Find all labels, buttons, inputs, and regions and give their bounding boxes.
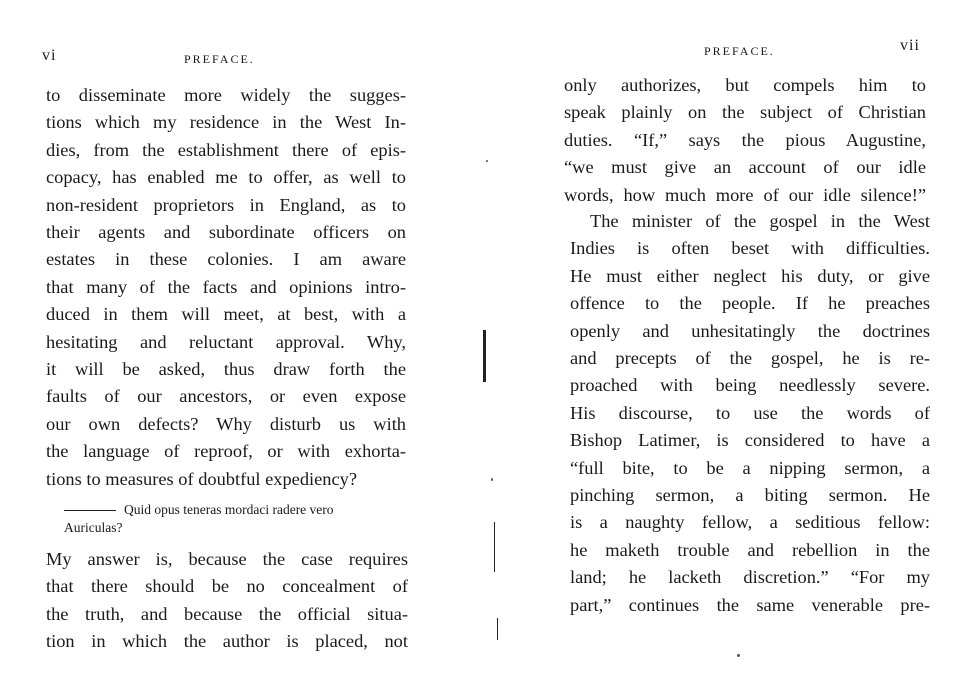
quote-dash <box>64 510 116 511</box>
text-line: and precepts of the gospel, he is re- <box>570 348 930 369</box>
text-line: is a naughty fellow, a seditious fellow: <box>570 512 930 533</box>
text-line: “we must give an account of our idle <box>564 157 926 178</box>
text-line: offence to the people. If he preaches <box>570 293 930 314</box>
text-line: the truth, and because the official situa- <box>46 603 408 624</box>
quote-text: Quid opus teneras mordaci radere vero <box>124 502 334 517</box>
text-line: His discourse, to use the words of <box>570 402 930 423</box>
text-line: estates in these colonies. I am aware <box>46 249 406 270</box>
latin-quotation <box>64 501 404 537</box>
scan-speck <box>486 160 488 162</box>
page-number-right: vii <box>900 37 920 54</box>
text-line: the language of reproof, or with exhorta- <box>46 441 406 462</box>
text-line: that many of the facts and opinions intro- <box>46 276 406 297</box>
gutter-shadow <box>483 330 486 382</box>
text-line: faults of our ancestors, or even expose <box>46 386 406 407</box>
text-line: tion in which the author is placed, not <box>46 631 408 652</box>
running-head-right: PREFACE. <box>704 44 775 58</box>
right-paragraph-1 <box>564 72 926 209</box>
text-line: pinching sermon, a biting sermon. He <box>570 485 930 506</box>
text-line: speak plainly on the subject of Christian <box>564 102 926 123</box>
text-line: The minister of the gospel in the West <box>590 211 930 231</box>
text-line: their agents and subordinate officers on <box>46 222 406 243</box>
text-line: duties. “If,” says the pious Augustine, <box>564 129 926 150</box>
text-line: My answer is, because the case requires <box>46 549 408 569</box>
text-line: it will be asked, thus draw forth the <box>46 359 406 380</box>
text-line: Indies is often beset with difficulties. <box>570 238 930 259</box>
text-line: copacy, has enabled me to offer, as well to <box>46 167 406 188</box>
text-line: only authorizes, but compels him to <box>564 75 926 95</box>
text-line: part,” continues the same venerable pre- <box>570 594 930 615</box>
text-line: our own defects? Why disturb us with <box>46 413 406 434</box>
text-line: to disseminate more widely the sugges- <box>46 85 406 105</box>
right-page <box>490 0 980 694</box>
text-line: words, how much more of our idle silence!” <box>564 184 926 205</box>
text-line: proached with being needlessly severe. <box>570 375 930 396</box>
page-number-left: vi <box>42 47 57 64</box>
text-line: dies, from the establishment there of epis- <box>46 139 406 160</box>
text-line: “full bite, to be a nipping sermon, a <box>570 457 930 478</box>
text-line: that there should be no concealment of <box>46 576 408 597</box>
text-line: duced in them will meet, at best, with a <box>46 304 406 325</box>
text-line: hesitating and reluctant approval. Why, <box>46 331 406 352</box>
text-line: openly and unhesitatingly the doctrines <box>570 320 930 341</box>
quote-line: Auriculas? <box>64 520 123 535</box>
text-line: land; he lacketh discretion.” “For my <box>570 567 930 588</box>
running-head-left: PREFACE. <box>184 52 255 66</box>
text-line: Bishop Latimer, is considered to have a <box>570 430 930 451</box>
text-line: He must either neglect his duty, or give <box>570 265 930 286</box>
text-line: non-resident proprietors in England, as to <box>46 194 406 215</box>
left-paragraph-1 <box>46 82 406 493</box>
right-paragraph-2 <box>570 208 930 619</box>
left-paragraph-2 <box>46 546 408 656</box>
text-line: tions to measures of doubtful expediency? <box>46 468 358 489</box>
quote-line <box>64 501 404 519</box>
text-line: he maketh trouble and rebellion in the <box>570 539 930 560</box>
text-line: tions which my residence in the West In- <box>46 112 406 133</box>
